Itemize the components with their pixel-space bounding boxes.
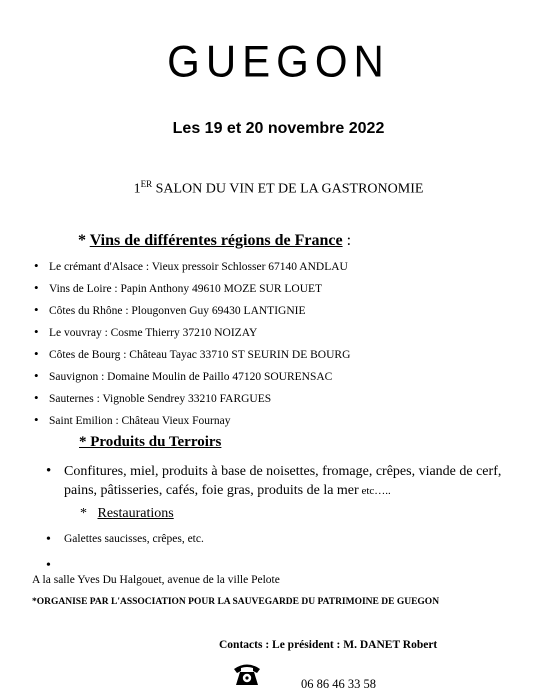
terroirs-list [46,462,516,501]
bullet-icon: • [46,463,52,479]
salon-subtitle [0,179,557,198]
restaurations-heading-text: Restaurations [97,506,174,521]
terroirs-item [46,462,516,501]
bullet-icon: • [34,390,39,405]
bullet-icon: • [46,532,51,547]
salon-ordinal: 1 [133,181,141,197]
restaurations-star: * [80,506,98,521]
bullet-icon: • [34,280,39,295]
telephone-icon [232,661,262,687]
wine-item-text: Côtes du Rhône : Plougonven Guy 69430 LANTIGNIE [49,305,306,317]
terroirs-heading [79,434,221,451]
wines-heading-suffix: : [342,232,352,249]
list-item [34,325,350,347]
bullet-icon: • [34,302,39,317]
bullet-icon: • [34,258,39,273]
venue-location: A la salle Yves Du Halgouet, avenue de la ville Pelote [32,574,280,586]
restaurations-item-text: Galettes saucisses, crêpes, etc. [64,533,204,545]
terroirs-etc: etc….. [358,485,391,497]
bullet-icon: • [34,324,39,339]
wine-item-text: Le vouvray : Cosme Thierry 37210 NOIZAY [49,327,258,339]
wines-heading [78,232,351,250]
list-item [34,281,350,303]
wine-item-text: Sauvignon : Domaine Moulin de Paillo 47120 SOURENSAC [49,371,333,383]
wine-item-text: Le crémant d'Alsace : Vieux pressoir Schlosser 67140 ANDLAU [49,261,348,273]
wine-item-text: Sauternes : Vignoble Sendrey 33210 FARGUES [49,393,272,405]
list-item [34,391,350,413]
list-item [34,369,350,391]
restaurations-heading [80,506,174,522]
organiser-note: *ORGANISE PAR L'ASSOCIATION POUR LA SAUVEGARDE DU PATRIMOINE DE GUEGON [32,597,440,607]
terroirs-text: Confitures, miel, produits à base de noisettes, fromage, crêpes, viande de cerf, pains, pâtisseries, cafés, foie gras, produits de la mer [64,464,502,498]
wines-heading-text: Vins de différentes régions de France [89,232,343,249]
event-title: GUEGON [167,36,390,87]
bullet-icon: • [34,412,39,427]
event-dates: Les 19 et 20 novembre 2022 [172,120,385,137]
list-item [34,259,350,281]
salon-text: SALON DU VIN ET DE LA GASTRONOMIE [155,181,424,197]
terroirs-heading-text: * Produits du Terroirs [79,434,222,450]
wines-star: * [78,232,90,249]
bullet-icon: • [34,368,39,383]
salon-ordinal-sup: ER [140,179,153,189]
wine-list [34,259,350,435]
list-item [34,303,350,325]
list-item [34,347,350,369]
bullet-icon: • [34,346,39,361]
list-item [46,533,204,559]
bullet-icon: • [46,558,51,573]
wine-item-text: Côtes de Bourg : Château Tayac 33710 ST SEURIN DE BOURG [49,349,351,361]
wine-item-text: Saint Emilion : Château Vieux Fournay [49,415,231,427]
phone-number: 06 86 46 33 58 [301,677,376,691]
wine-item-text: Vins de Loire : Papin Anthony 49610 MOZE SUR LOUET [49,283,323,295]
contacts-line: Contacts : Le président : M. DANET Robert [219,639,438,651]
list-item [34,413,350,435]
